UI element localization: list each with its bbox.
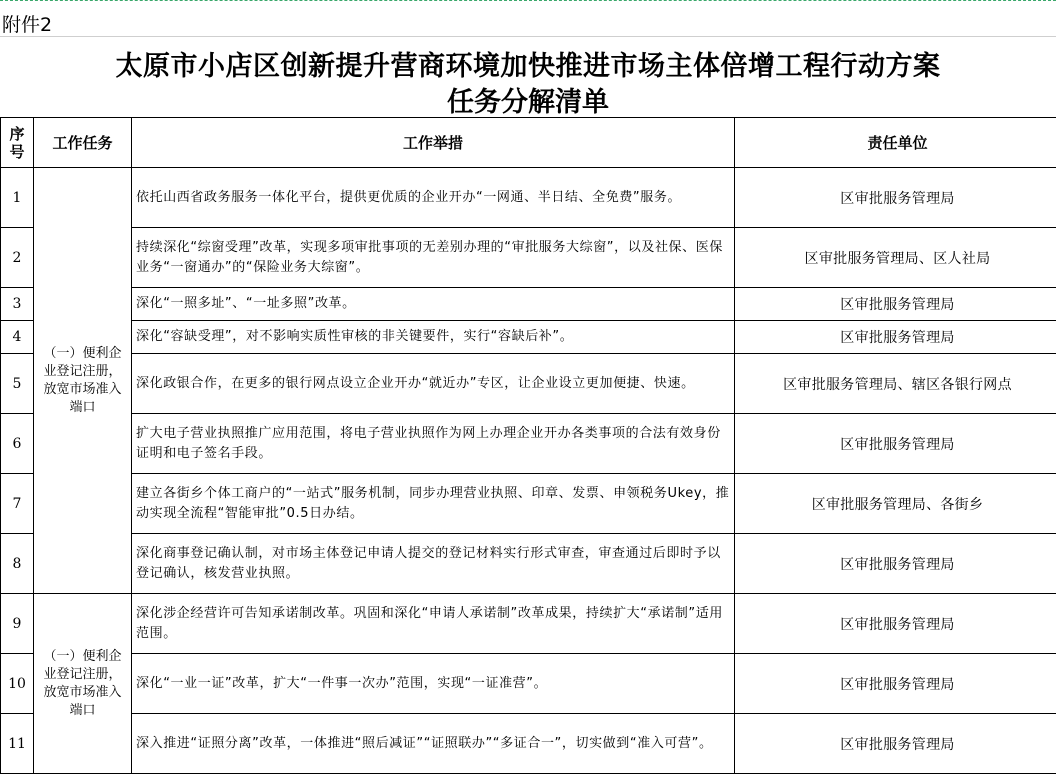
- row-number: 9: [1, 594, 34, 654]
- row-measure: 建立各街乡个体工商户的“一站式”服务机制，同步办理营业执照、印章、发票、申领税务Ukey，推动实现全流程“智能审批”0.5日办结。: [132, 474, 735, 534]
- table-row: [1, 414, 1056, 474]
- row-unit: 区审批服务管理局: [735, 534, 1056, 594]
- row-number: 3: [1, 288, 34, 321]
- annex-label: 附件2: [2, 14, 53, 36]
- row-measure: 深化“容缺受理”，对不影响实质性审核的非关键要件，实行“容缺后补”。: [132, 321, 735, 354]
- task-group-cell: （一）便利企业登记注册，放宽市场准入端口: [34, 168, 132, 594]
- table-row: [1, 534, 1056, 594]
- row-measure: 持续深化“综窗受理”改革，实现多项审批事项的无差别办理的“审批服务大综窗”，以及社保、医保业务“一窗通办”的“保险业务大综窗”。: [132, 228, 735, 288]
- row-unit: 区审批服务管理局、辖区各银行网点: [735, 354, 1056, 414]
- row-unit: 区审批服务管理局、区人社局: [735, 228, 1056, 288]
- table-row: [1, 654, 1056, 714]
- row-measure: 扩大电子营业执照推广应用范围，将电子营业执照作为网上办理企业开办各类事项的合法有效身份证明和电子签名手段。: [132, 414, 735, 474]
- table-row: [1, 168, 1056, 228]
- row-unit: 区审批服务管理局、各街乡: [735, 474, 1056, 534]
- row-measure: 深化涉企经营许可告知承诺制改革。巩固和深化“申请人承诺制”改革成果，持续扩大“承诺制”适用范围。: [132, 594, 735, 654]
- page-top-border: [0, 0, 1056, 1]
- table-row: [1, 714, 1056, 774]
- row-number: 10: [1, 654, 34, 714]
- row-number: 2: [1, 228, 34, 288]
- table-row: [1, 354, 1056, 414]
- row-measure: 深化“一业一证”改革，扩大“一件事一次办”范围，实现“一证准营”。: [132, 654, 735, 714]
- row-unit: 区审批服务管理局: [735, 168, 1056, 228]
- row-number: 7: [1, 474, 34, 534]
- row-unit: 区审批服务管理局: [735, 414, 1056, 474]
- header-measure: 工作举措: [132, 118, 735, 168]
- row-number: 4: [1, 321, 34, 354]
- task-group-cell: （一）便利企业登记注册，放宽市场准入端口: [34, 594, 132, 774]
- row-number: 5: [1, 354, 34, 414]
- row-measure: 深化政银合作，在更多的银行网点设立企业开办“就近办”专区，让企业设立更加便捷、快速。: [132, 354, 735, 414]
- row-measure: 依托山西省政务服务一体化平台，提供更优质的企业开办“一网通、半日结、全免费”服务。: [132, 168, 735, 228]
- header-unit: 责任单位: [735, 118, 1056, 168]
- row-number: 1: [1, 168, 34, 228]
- table-row: [1, 228, 1056, 288]
- header-divider: [0, 36, 1056, 37]
- document-title: 太原市小店区创新提升营商环境加快推进市场主体倍增工程行动方案: [115, 51, 941, 82]
- row-number: 11: [1, 714, 34, 774]
- row-unit: 区审批服务管理局: [735, 288, 1056, 321]
- row-measure: 深化“一照多址”、“一址多照”改革。: [132, 288, 735, 321]
- table-row: [1, 474, 1056, 534]
- row-unit: 区审批服务管理局: [735, 594, 1056, 654]
- row-unit: 区审批服务管理局: [735, 714, 1056, 774]
- table-header-row: [1, 118, 1056, 168]
- document-subtitle: 任务分解清单: [447, 87, 609, 118]
- row-unit: 区审批服务管理局: [735, 321, 1056, 354]
- row-measure: 深化商事登记确认制，对市场主体登记申请人提交的登记材料实行形式审查，审查通过后即时予以登记确认，核发营业执照。: [132, 534, 735, 594]
- table-row: [1, 288, 1056, 321]
- row-number: 8: [1, 534, 34, 594]
- task-table: [0, 117, 1056, 774]
- table-row: [1, 594, 1056, 654]
- table-row: [1, 321, 1056, 354]
- row-number: 6: [1, 414, 34, 474]
- row-unit: 区审批服务管理局: [735, 654, 1056, 714]
- header-task: 工作任务: [34, 118, 132, 168]
- header-seq: 序 号: [1, 118, 34, 168]
- row-measure: 深入推进“证照分离”改革，一体推进“照后减证”“证照联办”“多证合一”，切实做到“准入可营”。: [132, 714, 735, 774]
